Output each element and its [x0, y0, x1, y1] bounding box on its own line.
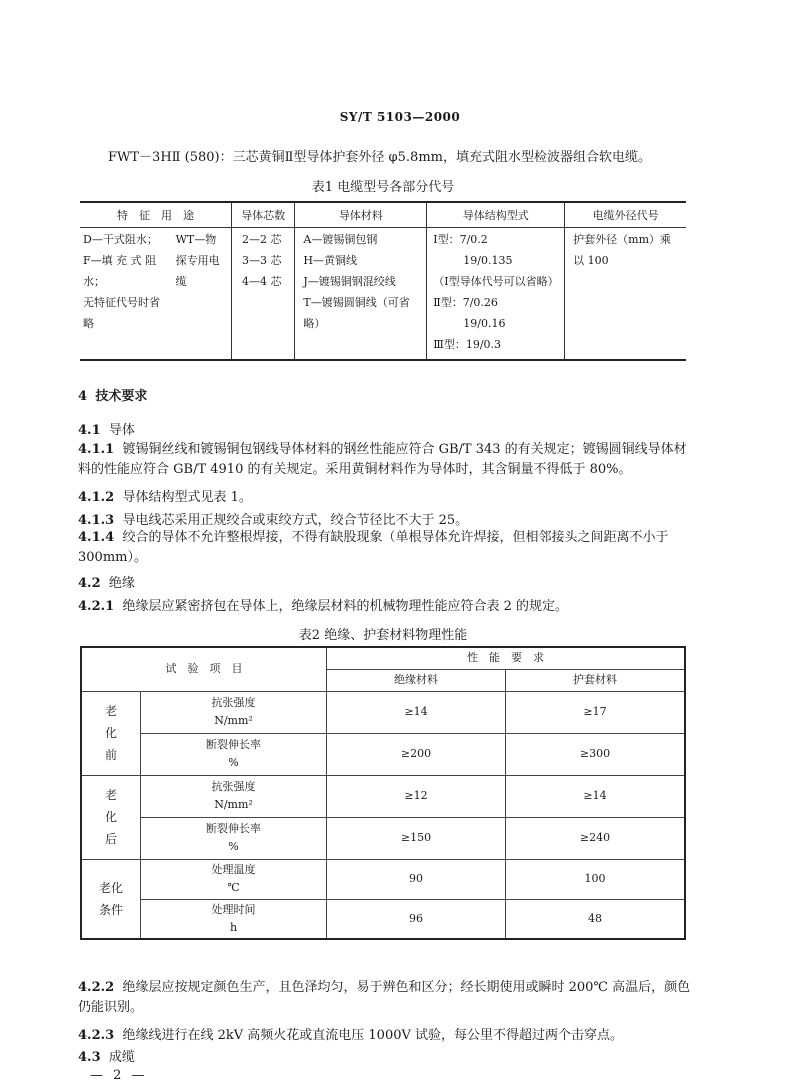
feature-line: 水；	[83, 275, 105, 288]
table2-header-item: 试 验 项 目	[81, 647, 327, 691]
test-name-cell: 处理时间 h	[141, 899, 327, 939]
section-4-1-heading: 4.1 导体	[78, 423, 135, 438]
section-4-heading: 4 技术要求	[78, 389, 148, 404]
insulation-value: ≥200	[327, 733, 506, 775]
jacket-value: ≥17	[506, 691, 686, 733]
table2-caption: 表2 绝缘、护套材料物理性能	[298, 628, 468, 643]
intro-line: FWT－3HⅡ (580)：三芯黄铜Ⅱ型导体护套外径 φ5.8mm，填充式阻水型检波器组合软电缆。	[108, 150, 651, 165]
table2-header-performance: 性 能 要 求	[327, 647, 686, 669]
jacket-value: 100	[506, 859, 686, 899]
structure-line: 19/0.135	[463, 254, 513, 267]
test-name-cell: 抗张强度 N/mm²	[141, 775, 327, 817]
table1-material-cell	[295, 228, 427, 361]
table1-header-material: 导体材料	[295, 202, 427, 228]
test-name-cell: 断裂伸长率 %	[141, 817, 327, 859]
table1-header-structure: 导体结构型式	[427, 202, 565, 228]
section-4-1-3: 4.1.3 导电线芯采用正规绞合或束绞方式，绞合节径比不大于 25。	[78, 513, 469, 528]
insulation-value: ≥12	[327, 775, 506, 817]
structure-line: 19/0.16	[463, 317, 506, 330]
table2-header-insulation: 绝缘材料	[327, 669, 506, 691]
table2	[80, 646, 686, 940]
table1-cores-cell	[231, 228, 294, 361]
insulation-value: 90	[327, 859, 506, 899]
diameter-line: 以 100	[573, 254, 609, 267]
group-label-before-aging: 老 化 前	[81, 691, 141, 775]
material-line: J—镀锡铜钢混绞线	[303, 275, 396, 288]
usage-line: 探专用电	[175, 254, 220, 267]
material-line: T—镀锡圆铜线（可省	[303, 296, 410, 309]
section-4-2-2: 4.2.2 绝缘层应按规定颜色生产，且色泽均匀，易于辨色和区分；经长期使用或瞬时 200℃ 高温后，颜色仍能识别。	[78, 980, 691, 1015]
table1-header-cores: 导体芯数	[231, 202, 294, 228]
material-line: 略）	[303, 317, 326, 330]
feature-line: F—填 充 式 阻	[83, 254, 157, 267]
usage-line: WT—物	[175, 233, 217, 246]
material-line: H—黄铜线	[303, 254, 357, 267]
structure-line: （Ⅰ型导体代号可以省略）	[433, 275, 559, 288]
insulation-value: ≥14	[327, 691, 506, 733]
table1-header-diameter: 电缆外径代号	[565, 202, 686, 228]
cores-line: 3—3 芯	[241, 254, 282, 267]
jacket-value: 48	[506, 899, 686, 939]
group-label-aging-conditions: 老化 条件	[81, 859, 141, 939]
section-4-1-2: 4.1.2 导体结构型式见表 1。	[78, 490, 252, 505]
table1	[80, 201, 686, 361]
page-number: — 2 —	[90, 1068, 148, 1083]
jacket-value: ≥240	[506, 817, 686, 859]
table2-header-jacket: 护套材料	[506, 669, 686, 691]
cores-line: 4—4 芯	[241, 275, 282, 288]
feature-line: 略	[83, 317, 94, 330]
jacket-value: ≥14	[506, 775, 686, 817]
test-name-cell: 断裂伸长率 %	[141, 733, 327, 775]
table1-structure-cell	[427, 228, 565, 361]
table1-diameter-cell	[565, 228, 686, 361]
section-4-2-1: 4.2.1 绝缘层应紧密挤包在导体上，绝缘层材料的机械物理性能应符合表 2 的规定。	[78, 599, 569, 614]
section-4-2-3: 4.2.3 绝缘线进行在线 2kV 高频火花或直流电压 1000V 试验，每公里不得超过两个击穿点。	[78, 1028, 624, 1043]
structure-line: Ⅱ型：7/0.26	[433, 296, 498, 309]
structure-line: Ⅲ型：19/0.3	[433, 338, 502, 351]
table1-header-feature: 特 征 用 途	[80, 202, 231, 228]
structure-line: Ⅰ型：7/0.2	[433, 233, 488, 246]
table1-caption: 表1 电缆型号各部分代号	[311, 180, 455, 195]
table1-usage-cell	[173, 228, 232, 361]
jacket-value: ≥300	[506, 733, 686, 775]
document-header: SY/T 5103—2000	[339, 110, 461, 124]
insulation-value: ≥150	[327, 817, 506, 859]
diameter-line: 护套外径（mm）乘	[573, 233, 672, 246]
feature-line: D—干式阻水；	[83, 233, 158, 246]
test-name-cell: 处理温度 ℃	[141, 859, 327, 899]
section-4-1-1: 4.1.1 镀锡铜丝线和镀锡铜包钢线导体材料的钢丝性能应符合 GB/T 343 的有关规定；镀锡圆铜线导体材料的性能应符合 GB/T 4910 的有关规定。采用黄铜材料作为导体时，其含铜量不得低于 80%。	[78, 442, 687, 477]
test-name-cell: 抗张强度 N/mm²	[141, 691, 327, 733]
usage-line: 缆	[175, 275, 187, 288]
cores-line: 2—2 芯	[241, 233, 282, 246]
group-label-after-aging: 老 化 后	[81, 775, 141, 859]
feature-line: 无特征代号时省	[83, 296, 160, 309]
section-4-3-heading: 4.3 成缆	[78, 1050, 135, 1065]
material-line: A—镀锡铜包钢	[303, 233, 378, 246]
section-4-2-heading: 4.2 绝缘	[78, 576, 135, 591]
insulation-value: 96	[327, 899, 506, 939]
table1-feature-cell	[80, 228, 173, 361]
section-4-1-4: 4.1.4 绞合的导体不允许整根焊接，不得有缺股现象（单根导体允许焊接，但相邻接头之间距离不小于 300mm）。	[78, 530, 669, 565]
